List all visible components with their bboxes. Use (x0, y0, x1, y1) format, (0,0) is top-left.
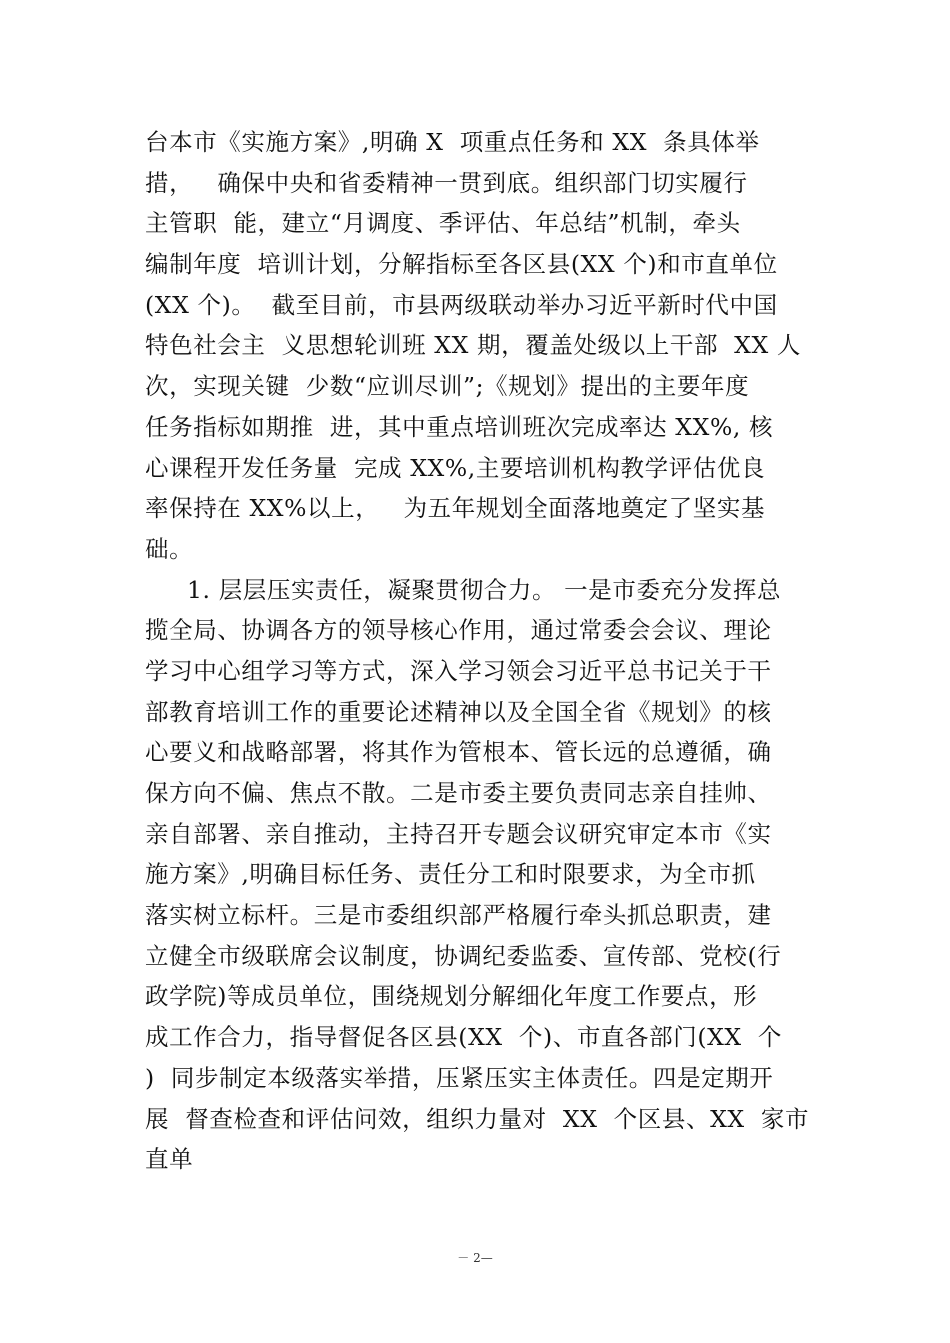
paragraph-2 (145, 570, 817, 1180)
text-line: 政学院)等成员单位，围绕规划分解细化年度工作要点，形 (145, 982, 758, 1011)
text-line: 心要义和战略部署，将其作为管根本、管长远的总遵循，确 (145, 738, 772, 767)
body-text (145, 122, 817, 1180)
text-line: 亲自部署、亲自推动，主持召开专题会议研究审定本市《实 (145, 819, 772, 848)
text-line: 展 督查检查和评估问效，组织力量对 XX 个区县、XX 家市 (145, 1104, 810, 1133)
text-line: 措， 确保中央和省委精神一贯到底。组织部门切实履行 (145, 168, 748, 197)
text-line: (XX 个)。 截至目前，市县两级联动举办习近平新时代中国 (145, 290, 778, 319)
text-line: 保方向不偏、焦点不散。二是市委主要负责同志亲自挂帅、 (145, 779, 772, 807)
text-line: 落实树立标杆。三是市委组织部严格履行牵头抓总职责，建 (145, 901, 772, 930)
text-line: 立健全市级联席会议制度，协调纪委监委、宣传部、党校(行 (145, 941, 782, 970)
text-line: 主管职 能，建立“月调度、季评估、年总结”机制，牵头 (145, 209, 741, 238)
text-line: 础。 (145, 534, 194, 563)
page-number: － 2— (457, 1251, 493, 1265)
text-line: 率保持在 XX%以上， 为五年规划全面落地奠定了坚实基 (145, 494, 766, 523)
paragraph-1 (145, 122, 817, 570)
text-line: 次，实现关键 少数“应训尽训”;《规划》提出的主要年度 (145, 372, 750, 401)
text-line: 成工作合力，指导督促各区县(XX 个)、市直各部门(XX 个 (145, 1023, 783, 1052)
text-line: 特色社会主 义思想轮训班 XX 期，覆盖处级以上干部 XX 人 (145, 331, 802, 360)
text-line: 施方案》,明确目标任务、责任分工和时限要求，为全市抓 (145, 860, 756, 889)
text-line: ) 同步制定本级落实举措，压紧压实主体责任。四是定期开 (145, 1063, 774, 1092)
text-line: 任务指标如期推 进，其中重点培训班次完成率达 XX%, 核 (145, 412, 774, 441)
text-line: 1. 层层压实责任，凝聚贯彻合力。 一是市委充分发挥总 (187, 575, 782, 604)
text-line: 编制年度 培训计划，分解指标至各区县(XX 个)和市直单位 (145, 250, 778, 279)
text-line: 直单 (145, 1145, 194, 1174)
text-line: 揽全局、协调各方的领导核心作用，通过常委会会议、理论 (145, 616, 772, 645)
text-line: 学习中心组学习等方式，深入学习领会习近平总书记关于干 (145, 656, 772, 685)
text-line: 心课程开发任务量 完成 XX%,主要培训机构教学评估优良 (145, 453, 766, 482)
text-line: 台本市《实施方案》,明确 X 项重点任务和 XX 条具体举 (145, 128, 760, 156)
text-line: 部教育培训工作的重要论述精神以及全国全省《规划》的核 (145, 697, 772, 726)
